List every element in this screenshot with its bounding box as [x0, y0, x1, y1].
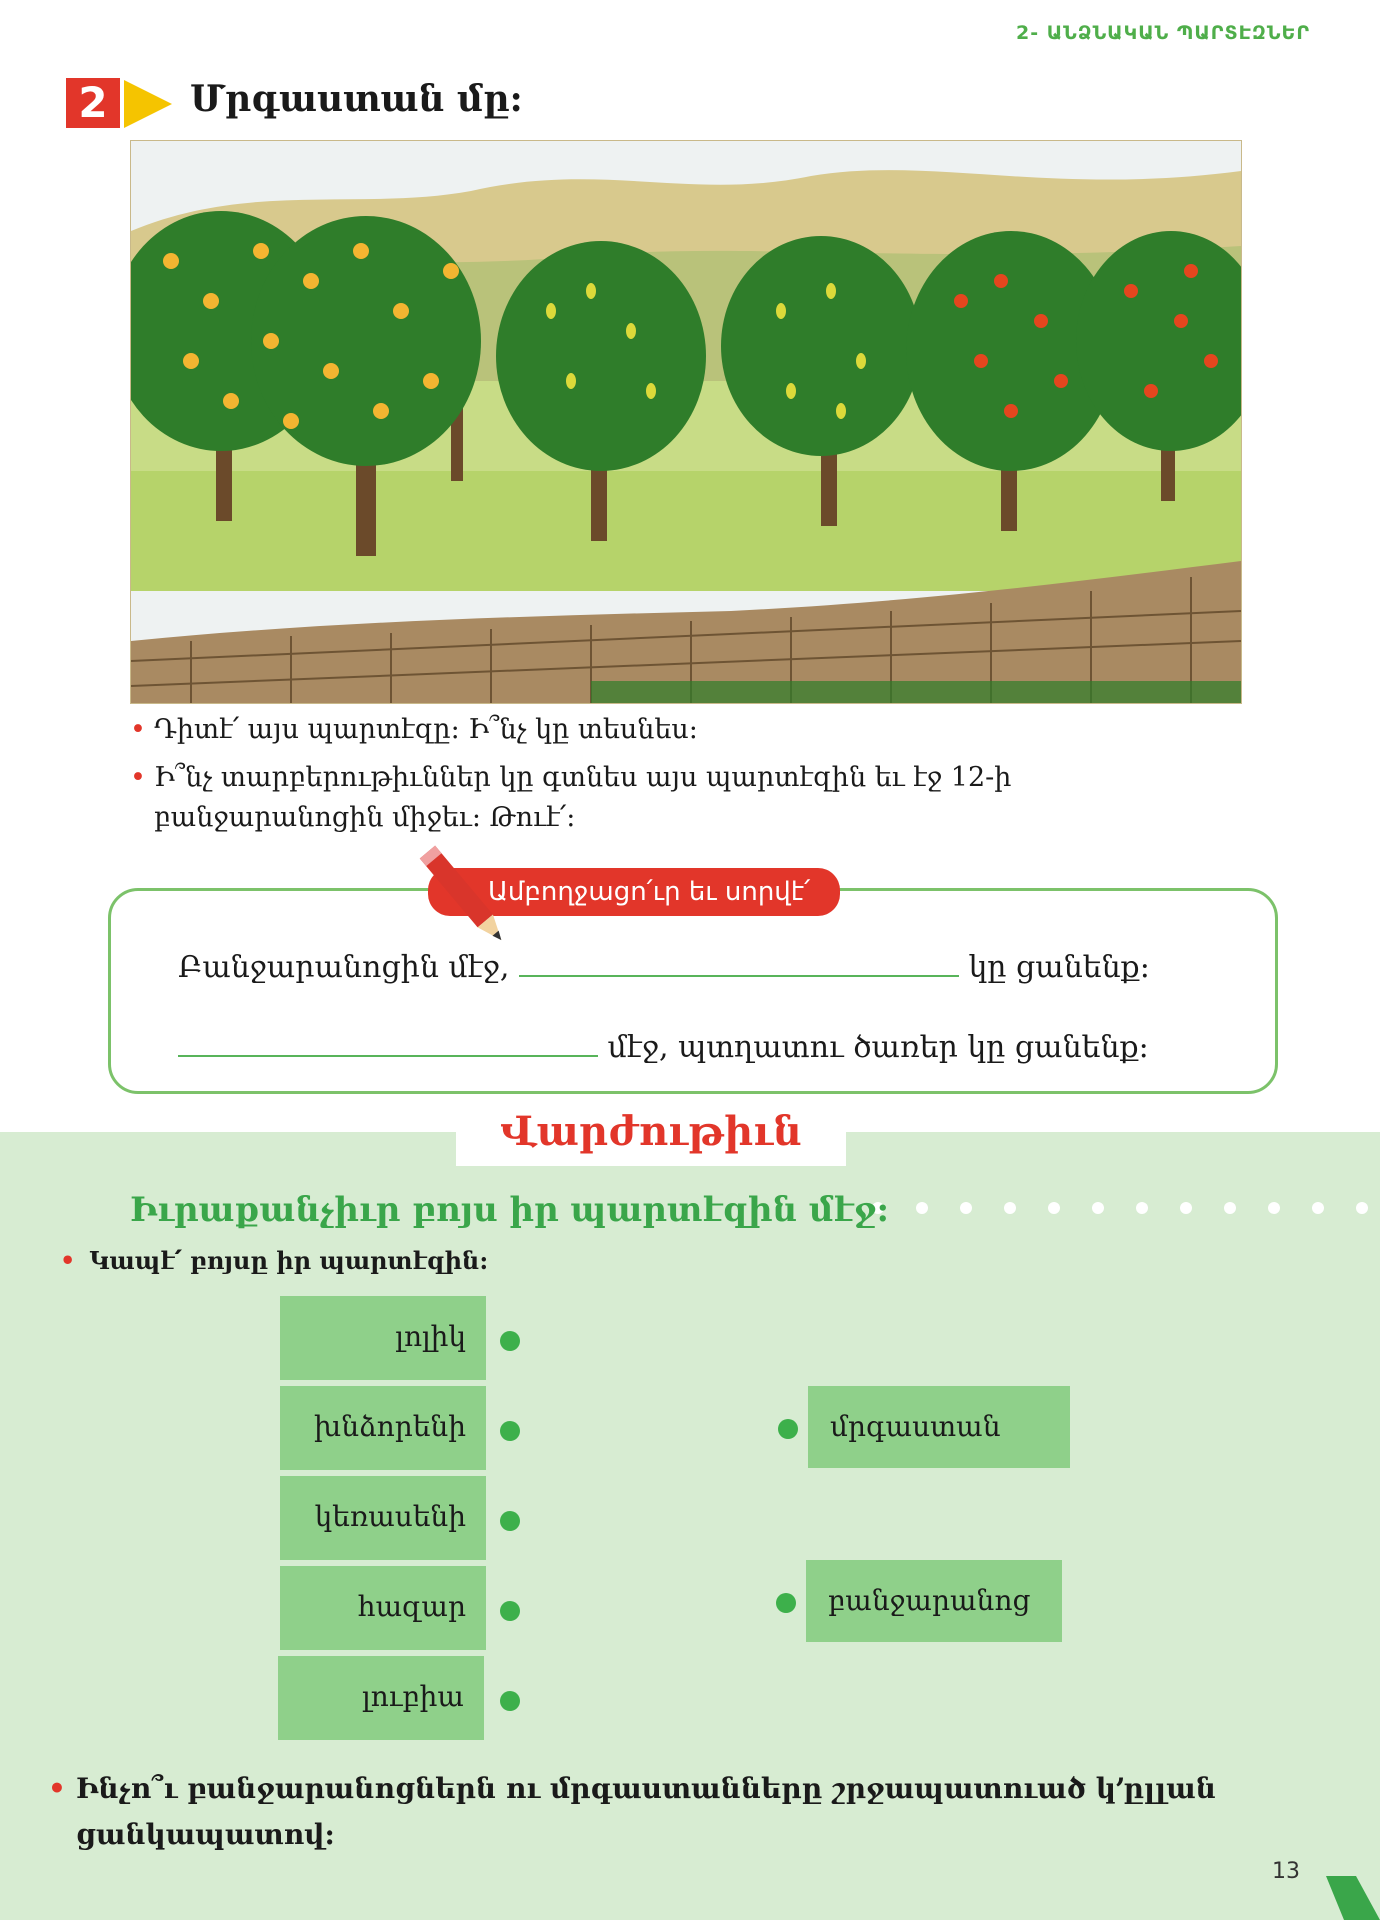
- plant-dot-1[interactable]: [500, 1331, 520, 1351]
- plant-dot-5[interactable]: [500, 1691, 520, 1711]
- blank-input-1[interactable]: [519, 975, 959, 977]
- running-header: 2- ԱՆՁՆԱԿԱՆ ՊԱՐՏԷԶՆԵՐ: [1015, 22, 1310, 44]
- bullet-differences: • Ի՞նչ տարբերութիւններ կը գտնես այս պարտէզին եւ էջ 12-ի բանջարանոցին միջեւ: Թուէ՛:: [130, 758, 1230, 838]
- section-number-badge: 2: [66, 78, 120, 128]
- plant-box-3[interactable]: կեռասենի: [280, 1476, 486, 1560]
- fill-line-2: [178, 1030, 1149, 1065]
- plant-box-4[interactable]: հազար: [280, 1566, 486, 1650]
- corner-tab: [1316, 1876, 1380, 1920]
- orchard-illustration: [130, 140, 1242, 704]
- discussion-bullets: [130, 710, 1230, 846]
- plant-dot-3[interactable]: [500, 1511, 520, 1531]
- garden-dot-2[interactable]: [776, 1593, 796, 1613]
- decorative-dots: [868, 1200, 1368, 1216]
- exercise-title: Վարժութիւն: [500, 1108, 802, 1155]
- closing-question: • Ինչո՞ւ բանջարանոցներն ու մրգաստանները շրջապատուած կ՚ըլլան ցանկապատով:: [48, 1766, 1256, 1858]
- plant-dot-4[interactable]: [500, 1601, 520, 1621]
- blank-input-2[interactable]: [178, 1055, 598, 1057]
- plant-box-5[interactable]: լուբիա: [278, 1656, 484, 1740]
- pencil-icon: [416, 838, 516, 958]
- fill-line-2-end: մէջ, պտղատու ծառեր կը ցանենք:: [607, 1030, 1149, 1065]
- section-title: Մրգաստան մը:: [190, 78, 523, 120]
- fill-line-1-start: Բանջարանոցին մէջ,: [178, 950, 510, 985]
- page-number: 13: [1272, 1859, 1300, 1884]
- exercise-instruction: • Կապէ՛ բոյսը իր պարտէզին:: [60, 1246, 488, 1275]
- bullet-observe: • Դիտէ՛ այս պարտէզը: Ի՞նչ կը տեսնես:: [130, 710, 1230, 750]
- fill-line-1-end: կը ցանենք:: [968, 950, 1150, 985]
- garden-box-orchard[interactable]: մրգաստան: [808, 1386, 1070, 1468]
- fill-line-1: [178, 950, 1150, 985]
- garden-box-vegetable[interactable]: բանջարանոց: [806, 1560, 1062, 1642]
- fill-in-tag: Ամբողջացո՛ւր եւ սորվէ՛: [428, 868, 840, 916]
- plant-box-1[interactable]: լոլիկ: [280, 1296, 486, 1380]
- orchard-picture: [131, 141, 1241, 703]
- plant-dot-2[interactable]: [500, 1421, 520, 1441]
- plant-box-2[interactable]: խնձորենի: [280, 1386, 486, 1470]
- arrow-icon: [124, 80, 172, 128]
- exercise-subheading: Իւրաքանչիւր բոյս իր պարտէզին մէջ:: [130, 1190, 890, 1230]
- garden-dot-1[interactable]: [778, 1419, 798, 1439]
